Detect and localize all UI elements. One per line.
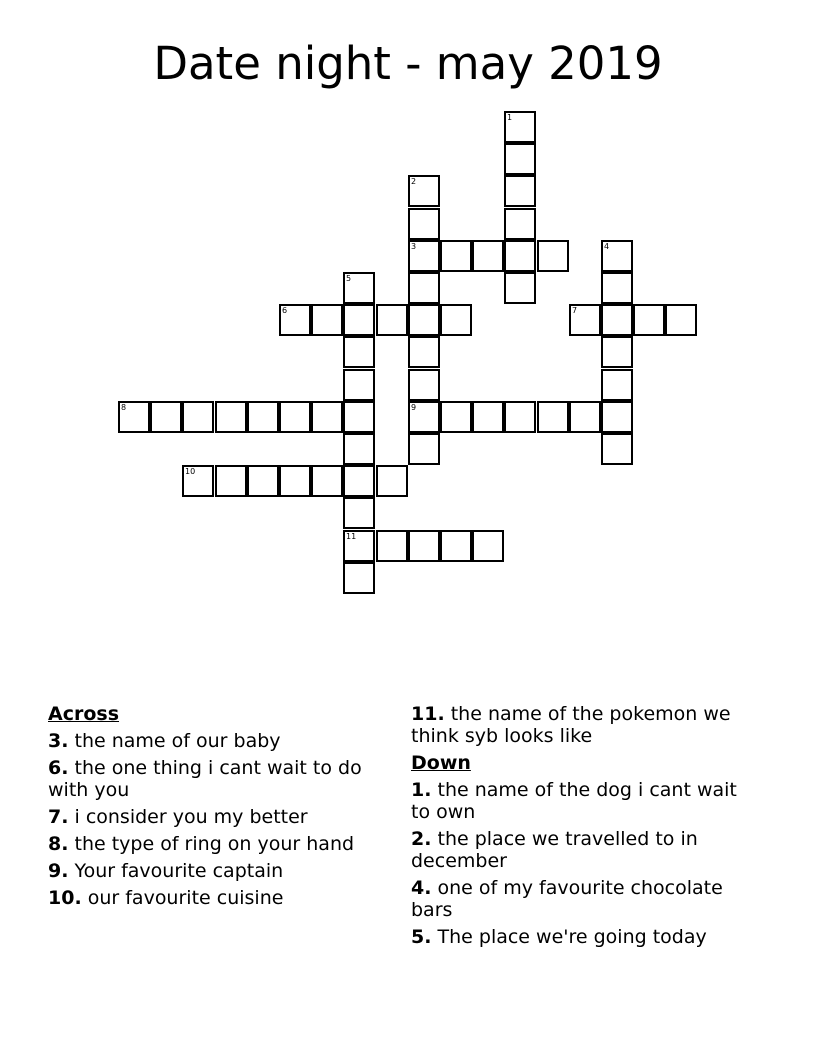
- cell-number: 9: [411, 403, 417, 412]
- crossword-cell[interactable]: [601, 369, 633, 401]
- crossword-cell[interactable]: [279, 304, 311, 336]
- clue-number: 4.: [411, 877, 432, 899]
- clue-number: 1.: [411, 779, 432, 801]
- crossword-cell[interactable]: [601, 240, 633, 272]
- cell-number: 8: [121, 403, 127, 412]
- crossword-cell[interactable]: [408, 272, 440, 304]
- crossword-cell[interactable]: [343, 272, 375, 304]
- clue-text: The place we're going today: [437, 926, 707, 948]
- crossword-cell[interactable]: [343, 433, 375, 465]
- crossword-cell[interactable]: [182, 465, 214, 497]
- crossword-cell[interactable]: [440, 304, 472, 336]
- crossword-cell[interactable]: [601, 401, 633, 433]
- crossword-cell[interactable]: [215, 401, 247, 433]
- crossword-cell[interactable]: [279, 465, 311, 497]
- crossword-cell[interactable]: [343, 562, 375, 594]
- crossword-cell[interactable]: [601, 272, 633, 304]
- clue-down-5: [411, 926, 751, 948]
- cell-number: 3: [411, 242, 417, 251]
- clue-across-8: [48, 833, 388, 855]
- clue-text: one of my favourite chocolate bars: [411, 877, 723, 921]
- clue-text: Your favourite captain: [74, 860, 284, 882]
- crossword-cell[interactable]: [376, 530, 408, 562]
- down-heading: Down: [411, 752, 471, 774]
- clue-number: 2.: [411, 828, 432, 850]
- clues-left-column: [48, 703, 388, 914]
- clue-down-1: [411, 779, 751, 823]
- crossword-cell[interactable]: [343, 530, 375, 562]
- clue-text: our favourite cuisine: [87, 887, 284, 909]
- crossword-cell[interactable]: [408, 304, 440, 336]
- crossword-cell[interactable]: [311, 304, 343, 336]
- crossword-cell[interactable]: [504, 401, 536, 433]
- crossword-cell[interactable]: [376, 465, 408, 497]
- crossword-cell[interactable]: [408, 433, 440, 465]
- crossword-cell[interactable]: [537, 401, 569, 433]
- clue-text: i consider you my better: [74, 806, 308, 828]
- crossword-cell[interactable]: [504, 272, 536, 304]
- cell-number: 4: [604, 242, 610, 251]
- crossword-cell[interactable]: [408, 369, 440, 401]
- cell-number: 6: [282, 306, 288, 315]
- clue-number: 3.: [48, 730, 69, 752]
- crossword-cell[interactable]: [472, 530, 504, 562]
- crossword-cell[interactable]: [601, 304, 633, 336]
- clue-text: the type of ring on your hand: [74, 833, 355, 855]
- crossword-cell[interactable]: [247, 465, 279, 497]
- crossword-cell[interactable]: [633, 304, 665, 336]
- crossword-cell[interactable]: [311, 401, 343, 433]
- clue-down-2: [411, 828, 751, 872]
- clues-right-column: [411, 703, 751, 953]
- clue-number: 10.: [48, 887, 82, 909]
- crossword-cell[interactable]: [504, 143, 536, 175]
- across-heading: Across: [48, 703, 120, 725]
- clue-text: the name of our baby: [74, 730, 281, 752]
- crossword-cell[interactable]: [215, 465, 247, 497]
- crossword-cell[interactable]: [343, 465, 375, 497]
- crossword-cell[interactable]: [247, 401, 279, 433]
- clue-number: 9.: [48, 860, 69, 882]
- crossword-cell[interactable]: [408, 401, 440, 433]
- clue-number: 7.: [48, 806, 69, 828]
- crossword-cell[interactable]: [440, 401, 472, 433]
- crossword-cell[interactable]: [343, 401, 375, 433]
- crossword-cell[interactable]: [343, 497, 375, 529]
- clue-down-4: [411, 877, 751, 921]
- clue-across-11: [411, 703, 751, 747]
- crossword-cell[interactable]: [504, 111, 536, 143]
- clue-text: the name of the pokemon we think syb looks like: [411, 703, 731, 747]
- cell-number: 10: [185, 467, 196, 476]
- crossword-cell[interactable]: [440, 240, 472, 272]
- crossword-cell[interactable]: [150, 401, 182, 433]
- clue-text: the place we travelled to in december: [411, 828, 698, 872]
- crossword-cell[interactable]: [376, 304, 408, 336]
- crossword-cell[interactable]: [665, 304, 697, 336]
- crossword-cell[interactable]: [472, 401, 504, 433]
- crossword-cell[interactable]: [311, 465, 343, 497]
- crossword-cell[interactable]: [504, 240, 536, 272]
- crossword-cell[interactable]: [408, 336, 440, 368]
- clue-number: 5.: [411, 926, 432, 948]
- crossword-cell[interactable]: [504, 175, 536, 207]
- clue-across-7: [48, 806, 388, 828]
- crossword-cell[interactable]: [408, 530, 440, 562]
- crossword-cell[interactable]: [408, 240, 440, 272]
- clue-across-6: [48, 757, 388, 801]
- crossword-cell[interactable]: [440, 530, 472, 562]
- crossword-cell[interactable]: [504, 208, 536, 240]
- cell-number: 11: [346, 532, 357, 541]
- clue-across-10: [48, 887, 388, 909]
- cell-number: 7: [572, 306, 578, 315]
- crossword-cell[interactable]: [343, 369, 375, 401]
- crossword-cell[interactable]: [343, 336, 375, 368]
- clue-text: the one thing i cant wait to do with you: [48, 757, 362, 801]
- crossword-cell[interactable]: [569, 401, 601, 433]
- crossword-cell[interactable]: [537, 240, 569, 272]
- crossword-cell[interactable]: [182, 401, 214, 433]
- crossword-cell[interactable]: [118, 401, 150, 433]
- clue-across-3: [48, 730, 388, 752]
- clue-number: 8.: [48, 833, 69, 855]
- crossword-cell[interactable]: [569, 304, 601, 336]
- cell-number: 5: [346, 274, 352, 283]
- crossword-cell[interactable]: [601, 433, 633, 465]
- crossword-cell[interactable]: [279, 401, 311, 433]
- cell-number: 2: [411, 177, 417, 186]
- cell-number: 1: [507, 113, 513, 122]
- crossword-cell[interactable]: [408, 175, 440, 207]
- crossword-cell[interactable]: [601, 336, 633, 368]
- page-title: Date night - may 2019: [153, 37, 663, 90]
- clue-text: the name of the dog i cant wait to own: [411, 779, 737, 823]
- crossword-cell[interactable]: [472, 240, 504, 272]
- clue-across-9: [48, 860, 388, 882]
- clue-number: 11.: [411, 703, 445, 725]
- clue-number: 6.: [48, 757, 69, 779]
- crossword-cell[interactable]: [408, 208, 440, 240]
- crossword-cell[interactable]: [343, 304, 375, 336]
